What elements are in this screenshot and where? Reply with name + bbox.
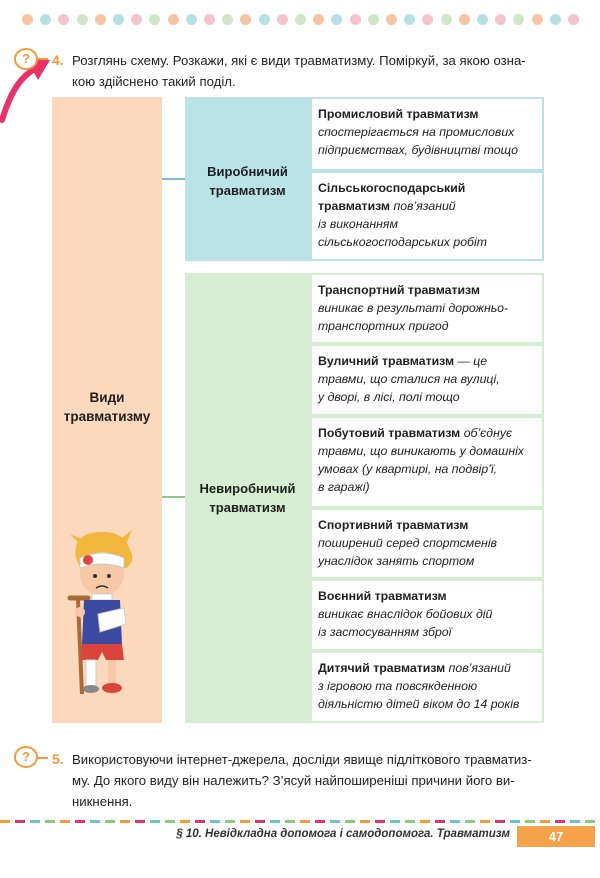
dash-segment — [330, 820, 340, 823]
type-title: Промисловий травматизм — [318, 107, 479, 121]
nonindustrial-type-household — [310, 416, 544, 508]
decorative-dot — [149, 14, 160, 25]
question-5-line-3: никнення. — [72, 794, 133, 809]
nonindustrial-label-line-1: Невиробничий — [199, 481, 296, 496]
type-title: Дитячий травматизм — [318, 661, 446, 675]
dash-segment — [585, 820, 595, 823]
root-label-line-2: травматизму — [63, 409, 151, 424]
dash-segment — [195, 820, 205, 823]
dash-segment — [405, 820, 415, 823]
dash-segment — [180, 820, 190, 823]
dash-segment — [315, 820, 325, 823]
footer-chapter-title: § 10. Невідкладна допомога і самодопомога. Травматизм — [176, 828, 510, 840]
type-title: травматизм — [318, 199, 391, 213]
decorative-dot — [240, 14, 251, 25]
decorative-dot — [477, 14, 488, 25]
question-5-line-2: му. До якого виду він належить? З’ясуй найпоширеніші причини його ви- — [72, 773, 515, 788]
decorative-dot — [313, 14, 324, 25]
root-category-label — [52, 388, 162, 426]
root-label-line-1: Види — [89, 390, 125, 405]
type-title: Спортивний травматизм — [318, 518, 469, 532]
dash-segment — [540, 820, 550, 823]
dash-segment — [450, 820, 460, 823]
nonindustrial-type-transport — [310, 273, 544, 344]
decorative-dots-row — [22, 14, 582, 26]
dash-segment — [270, 820, 280, 823]
type-description: унаслідок занять спортом — [318, 554, 475, 568]
decorative-dot — [168, 14, 179, 25]
decorative-dot — [513, 14, 524, 25]
nonindustrial-type-children — [310, 651, 544, 723]
type-description: транспортних пригод — [318, 319, 449, 333]
decorative-dot — [495, 14, 506, 25]
type-description: травми, що виникають у домашніх — [318, 444, 524, 458]
question-5-number: 5. — [52, 751, 64, 767]
dash-segment — [120, 820, 130, 823]
dash-segment — [105, 820, 115, 823]
type-description: виникає в результаті дорожньо- — [318, 301, 509, 315]
type-description: об’єднує — [460, 426, 513, 440]
dash-segment — [480, 820, 490, 823]
type-title: Вуличний травматизм — [318, 354, 455, 368]
decorative-dot — [350, 14, 361, 25]
type-description: пов’язаний — [445, 661, 511, 675]
question-tick — [38, 757, 48, 759]
dash-segment — [210, 820, 220, 823]
type-description: травми, що сталися на вулиці, — [318, 372, 500, 386]
decorative-dot — [295, 14, 306, 25]
dash-segment — [15, 820, 25, 823]
type-description: із застосуванням зброї — [318, 625, 452, 639]
decorative-dot — [550, 14, 561, 25]
nonindustrial-label-line-2: травматизм — [209, 500, 286, 515]
dash-segment — [30, 820, 40, 823]
type-description: з ігровою та повсякденною — [318, 679, 478, 693]
decorative-dot — [568, 14, 579, 25]
decorative-dot — [58, 14, 69, 25]
decorative-dot — [386, 14, 397, 25]
decorative-dot — [95, 14, 106, 25]
industrial-type-agricultural — [310, 171, 544, 261]
decorative-dot — [277, 14, 288, 25]
nonindustrial-type-sport — [310, 508, 544, 579]
industrial-category-label — [185, 162, 310, 200]
dash-segment — [375, 820, 385, 823]
decorative-dot — [131, 14, 142, 25]
type-title: Транспортний травматизм — [318, 283, 480, 297]
type-title: Сільськогосподарський — [318, 181, 466, 195]
industrial-label-line-2: травматизм — [209, 183, 286, 198]
dash-segment — [345, 820, 355, 823]
nonindustrial-type-military — [310, 579, 544, 651]
dash-segment — [165, 820, 175, 823]
dash-segment — [465, 820, 475, 823]
question-5-text — [72, 749, 572, 812]
question-4-line-2: кою здійснено такий поділ. — [72, 74, 236, 89]
industrial-label-line-1: Виробничий — [207, 164, 288, 179]
dash-segment — [420, 820, 430, 823]
decorative-dot — [77, 14, 88, 25]
question-4-text — [72, 50, 572, 92]
dash-segment — [75, 820, 85, 823]
footer-dashed-line — [0, 820, 600, 823]
dash-segment — [0, 820, 10, 823]
dash-segment — [90, 820, 100, 823]
type-description: підприємствах, будівництві тощо — [318, 143, 518, 157]
decorative-dot — [259, 14, 270, 25]
dash-segment — [495, 820, 505, 823]
decorative-dot — [532, 14, 543, 25]
type-description: поширений серед спортсменів — [318, 536, 497, 550]
industrial-type-industrial — [310, 97, 544, 171]
dash-segment — [255, 820, 265, 823]
injured-boy-illustration — [62, 528, 152, 698]
question-icon: ? — [14, 48, 38, 70]
decorative-dot — [113, 14, 124, 25]
connector-line — [162, 178, 185, 180]
type-description: сільськогосподарських робіт — [318, 235, 487, 249]
type-description: у дворі, в лісі, полі тощо — [318, 390, 460, 404]
type-description: виникає внаслідок бойових дій — [318, 607, 493, 621]
decorative-dot — [204, 14, 215, 25]
type-description: із виконанням — [318, 217, 398, 231]
decorative-dot — [459, 14, 470, 25]
dash-segment — [225, 820, 235, 823]
question-4-number: 4. — [52, 52, 64, 68]
dash-segment — [300, 820, 310, 823]
connector-line — [162, 496, 185, 498]
dash-segment — [150, 820, 160, 823]
decorative-dot — [422, 14, 433, 25]
type-description: умовах (у квартирі, на подвір’ї, — [318, 462, 498, 476]
dash-segment — [360, 820, 370, 823]
type-title: Воєнний травматизм — [318, 589, 447, 603]
dash-segment — [285, 820, 295, 823]
question-4-line-1: Розглянь схему. Розкажи, які є види травматизму. Поміркуй, за якою озна- — [72, 53, 526, 68]
dash-segment — [435, 820, 445, 823]
dash-segment — [390, 820, 400, 823]
type-title: Побутовий травматизм — [318, 426, 461, 440]
decorative-dot — [331, 14, 342, 25]
dash-segment — [510, 820, 520, 823]
type-description: — це — [454, 354, 488, 368]
nonindustrial-category-label — [185, 479, 310, 517]
decorative-dot — [22, 14, 33, 25]
dash-segment — [45, 820, 55, 823]
dash-segment — [240, 820, 250, 823]
decorative-dot — [404, 14, 415, 25]
dash-segment — [570, 820, 580, 823]
question-tick — [38, 58, 48, 60]
question-5-line-1: Використовуючи інтернет-джерела, досліди явище підліткового травматиз- — [72, 752, 532, 767]
dash-segment — [135, 820, 145, 823]
nonindustrial-type-street — [310, 344, 544, 416]
decorative-dot — [186, 14, 197, 25]
type-description: пов’язаний — [390, 199, 456, 213]
type-description: діяльністю дітей віком до 14 років — [318, 697, 520, 711]
decorative-dot — [441, 14, 452, 25]
page-number: 47 — [517, 826, 595, 847]
decorative-dot — [40, 14, 51, 25]
question-icon: ? — [14, 746, 38, 768]
dash-segment — [555, 820, 565, 823]
dash-segment — [525, 820, 535, 823]
decorative-dot — [222, 14, 233, 25]
type-description: в гаражі) — [318, 480, 370, 494]
type-description: спостерігається на промислових — [318, 125, 515, 139]
dash-segment — [60, 820, 70, 823]
decorative-dot — [368, 14, 379, 25]
